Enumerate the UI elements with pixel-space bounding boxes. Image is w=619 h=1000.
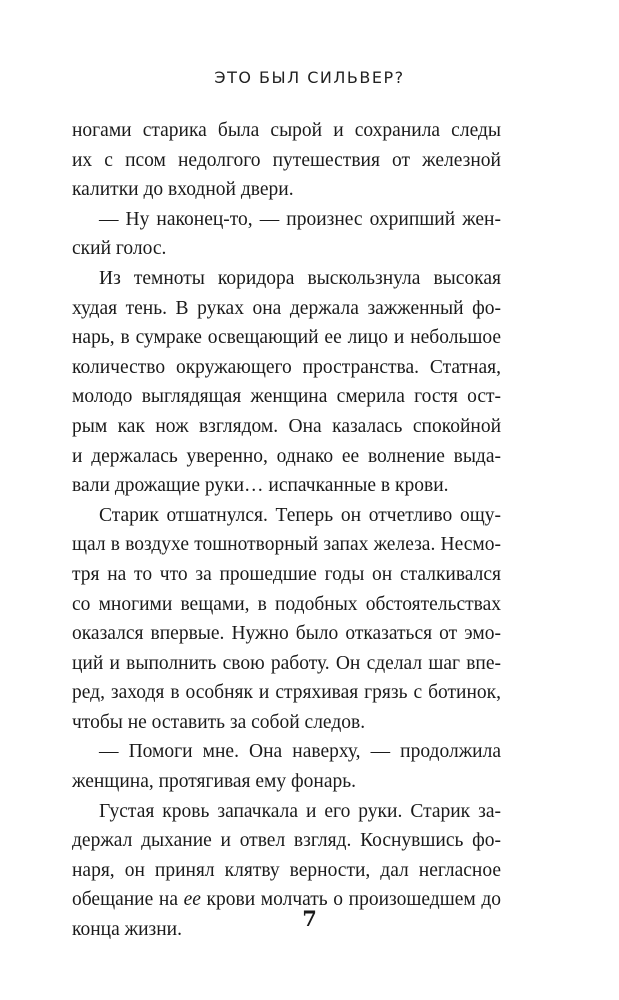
emphasis: ее (183, 889, 201, 911)
text-line: — Ну наконец-то, — произнес охрипший жен- (99, 208, 501, 230)
text-line: ногами старика была сырой и сохранила следы (72, 120, 501, 141)
text-line: Из темноты коридора выскользнула высокая (99, 267, 501, 289)
text-line: щал в воздухе тошнотворный запах железа. Несмо- (72, 534, 501, 556)
text-line: их с псом недолгого путешествия от железной (72, 149, 501, 171)
text-line: Старик отшатнулся. Теперь он отчетливо ощу- (99, 504, 501, 526)
text-line: ред, заходя в особняк и стряхивая грязь с ботинок, (72, 682, 501, 704)
text-line: — Помоги мне. Она наверху, — продолжила (99, 741, 501, 763)
text-line: держал дыхание и отвел взгляд. Коснувшись фо- (72, 830, 501, 852)
text-line: тря на то что за прошедшие годы он сталкивался (72, 563, 501, 585)
body-text (72, 116, 501, 945)
text-line: обещание на ее крови молчать о произошедшем до (72, 889, 502, 911)
text-line: оказался впервые. Нужно было отказаться от эмо- (72, 623, 501, 645)
text-line: наря, он принял клятву верности, дал негласное (72, 859, 501, 881)
text-line: женщина, протягивая ему фонарь. (72, 771, 357, 793)
text-line: Густая кровь запачкала и его руки. Старик за- (99, 800, 501, 822)
text-line: вали дрожащие руки… испачканные в крови. (72, 475, 449, 497)
text-line: и держалась уверенно, однако ее волнение выда- (72, 445, 501, 467)
page-number: 7 (302, 906, 317, 931)
running-head: ЭТО БЫЛ СИЛЬВЕР? (214, 68, 405, 87)
text-line: количество окружающего пространства. Статная, (72, 356, 501, 378)
text-line: калитки до входной двери. (72, 179, 294, 201)
text-line: ций и выполнить свою работу. Он сделал шаг впе- (72, 652, 501, 674)
text-line: ский голос. (72, 238, 167, 260)
text-line: молодо выглядящая женщина смерила гостя ост- (72, 386, 501, 408)
text-line: рым как нож взглядом. Она казалась спокойной (72, 415, 501, 437)
text-line: конца жизни. (72, 919, 182, 941)
text-line: со многими вещами, в подобных обстоятельствах (72, 593, 501, 615)
text-line: худая тень. В руках она держала зажженный фо- (72, 297, 501, 319)
text-line: нарь, в сумраке освещающий ее лицо и небольшое (72, 327, 501, 349)
text-line: чтобы не оставить за собой следов. (72, 711, 366, 733)
